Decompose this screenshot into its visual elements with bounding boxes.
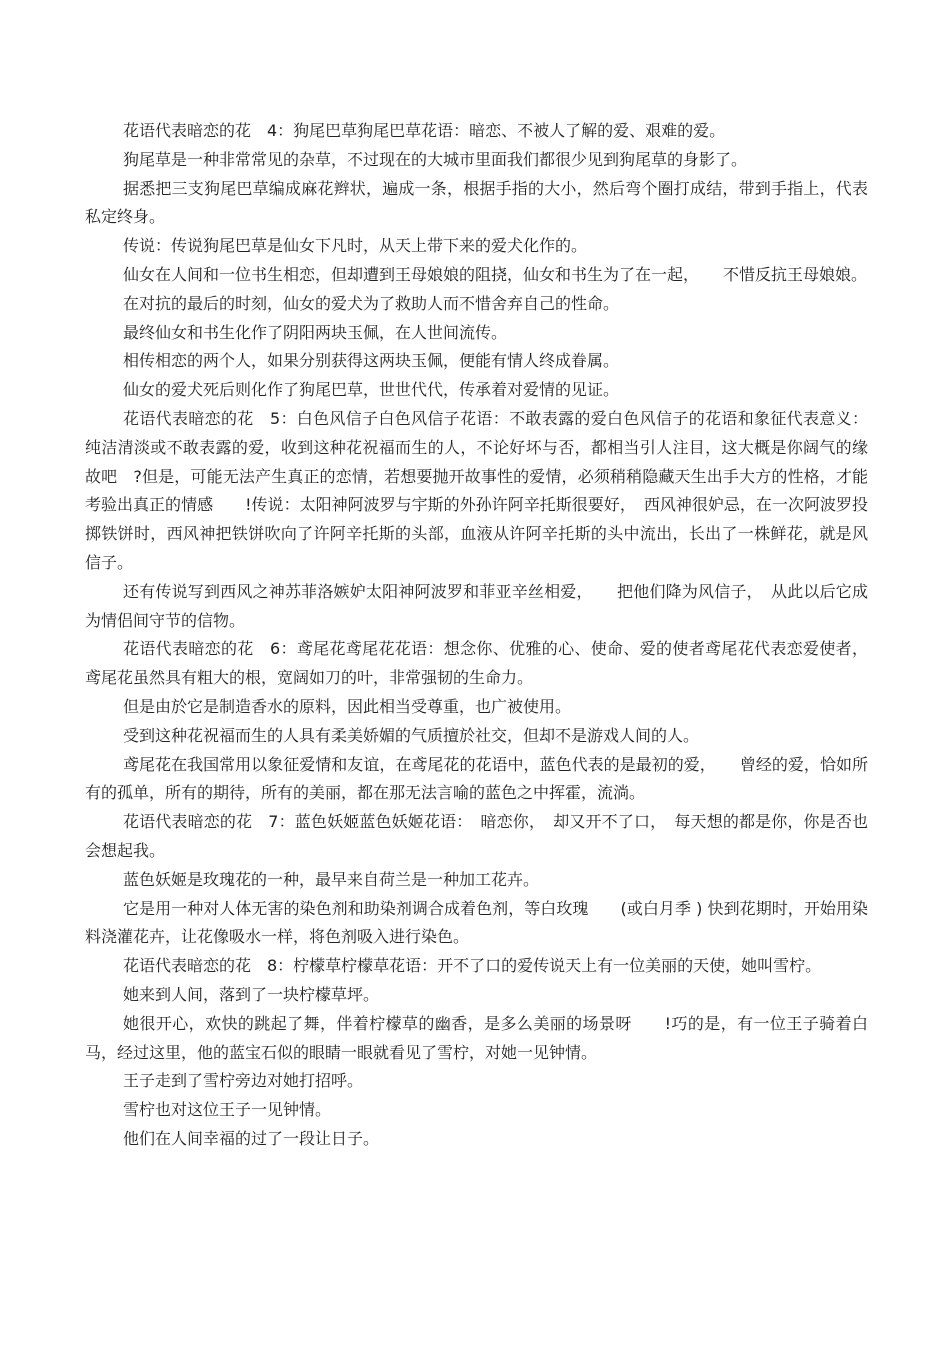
paragraph: 花语代表暗恋的花 6：鸢尾花鸢尾花花语：想念你、优雅的心、使命、爱的使者鸢尾花代表恋爱使者，鸢尾花虽然具有粗大的根，宽阔如刀的叶，非常强韧的生命力。 (85, 639, 868, 688)
paragraph: 传说：传说狗尾巴草是仙女下凡时，从天上带下来的爱犬化作的。 (123, 236, 588, 256)
paragraph: 相传相恋的两个人，如果分别获得这两块玉佩，便能有情人终成眷属。 (123, 351, 620, 371)
paragraph: 花语代表暗恋的花 5：白色风信子白色风信子花语：不敢表露的爱白色风信子的花语和象征代表意义：纯洁清淡或不敢表露的爱，收到这种花祝福而生的人，不论好坏与否，都相当引人注目，这大概是你阔气的缘故吧 ?但是，可能无法产生真正的恋情，若想要抛开故事性的爱情，必须稍稍隐藏天生出手大方的性格，才能考验出真正的情感 !传说：太阳神阿波罗与宇斯的外孙许阿辛托斯很要好， 西风神很妒忌，在一次阿波罗投掷铁饼时，西风神把铁饼吹向了许阿辛托斯的头部，血液从许阿辛托斯的头中流出，长出了一株鲜花，就是风信子。 (85, 408, 868, 572)
paragraph: 但是由於它是制造香水的原料，因此相当受尊重，也广被使用。 (123, 696, 572, 716)
paragraph: 花语代表暗恋的花 8：柠檬草柠檬草花语：开不了口的爱传说天上有一位美丽的天使，她叫雪柠。 (123, 956, 822, 976)
paragraph: 据悉把三支狗尾巴草编成麻花辫状，遍成一条，根据手指的大小，然后弯个圈打成结，带到手指上，代表私定终身。 (85, 178, 868, 227)
paragraph: 狗尾草是一种非常常见的杂草，不过现在的大城市里面我们都很少见到狗尾草的身影了。 (123, 149, 748, 169)
paragraph: 蓝色妖姬是玫瑰花的一种，最早来自荷兰是一种加工花卉。 (123, 869, 540, 889)
paragraph: 最终仙女和书生化作了阴阳两块玉佩，在人世间流传。 (123, 322, 508, 342)
paragraph: 他们在人间幸福的过了一段让日子。 (123, 1128, 380, 1148)
paragraph: 王子走到了雪柠旁边对她打招呼。 (123, 1071, 364, 1091)
paragraph: 还有传说写到西风之神苏菲洛嫉妒太阳神阿波罗和菲亚辛丝相爱， 把他们降为风信子， 从此以后它成为情侣间守节的信物。 (85, 581, 868, 630)
paragraph: 花语代表暗恋的花 7：蓝色妖姬蓝色妖姬花语： 暗恋你， 却又开不了口， 每天想的都是你，你是否也会想起我。 (85, 812, 868, 860)
paragraph: 她很开心，欢快的跳起了舞，伴着柠檬草的幽香，是多么美丽的场景呀 !巧的是，有一位王子骑着白马，经过这里，他的蓝宝石似的眼睛一眼就看见了雪柠，对她一见钟情。 (85, 1013, 868, 1062)
paragraph: 鸢尾花在我国常用以象征爱情和友谊，在鸢尾花的花语中，蓝色代表的是最初的爱， 曾经的爱，恰如所有的孤单，所有的期待，所有的美丽，都在那无法言喻的蓝色之中挥霍，流淌。 (85, 754, 868, 803)
paragraph: 仙女在人间和一位书生相恋，但却遭到王母娘娘的阻挠，仙女和书生为了在一起， 不惜反抗王母娘娘。 (123, 264, 868, 284)
paragraph: 她来到人间，落到了一块柠檬草坪。 (123, 984, 380, 1004)
paragraph: 仙女的爱犬死后则化作了狗尾巴草，世世代代，传承着对爱情的见证。 (123, 380, 620, 400)
paragraph: 它是用一种对人体无害的染色剂和助染剂调合成着色剂，等白玫瑰 (或白月季 ) 快到花期时，开始用染料浇灌花卉，让花像吸水一样，将色剂吸入进行染色。 (85, 898, 868, 947)
paragraph: 受到这种花祝福而生的人具有柔美娇媚的气质擅於社交，但却不是游戏人间的人。 (123, 725, 700, 745)
paragraph: 在对抗的最后的时刻，仙女的爱犬为了救助人而不惜舍弃自己的性命。 (123, 293, 620, 313)
paragraph: 雪柠也对这位王子一见钟情。 (123, 1100, 332, 1120)
paragraph: 花语代表暗恋的花 4：狗尾巴草狗尾巴草花语：暗恋、不被人了解的爱、艰难的爱。 (123, 121, 726, 140)
